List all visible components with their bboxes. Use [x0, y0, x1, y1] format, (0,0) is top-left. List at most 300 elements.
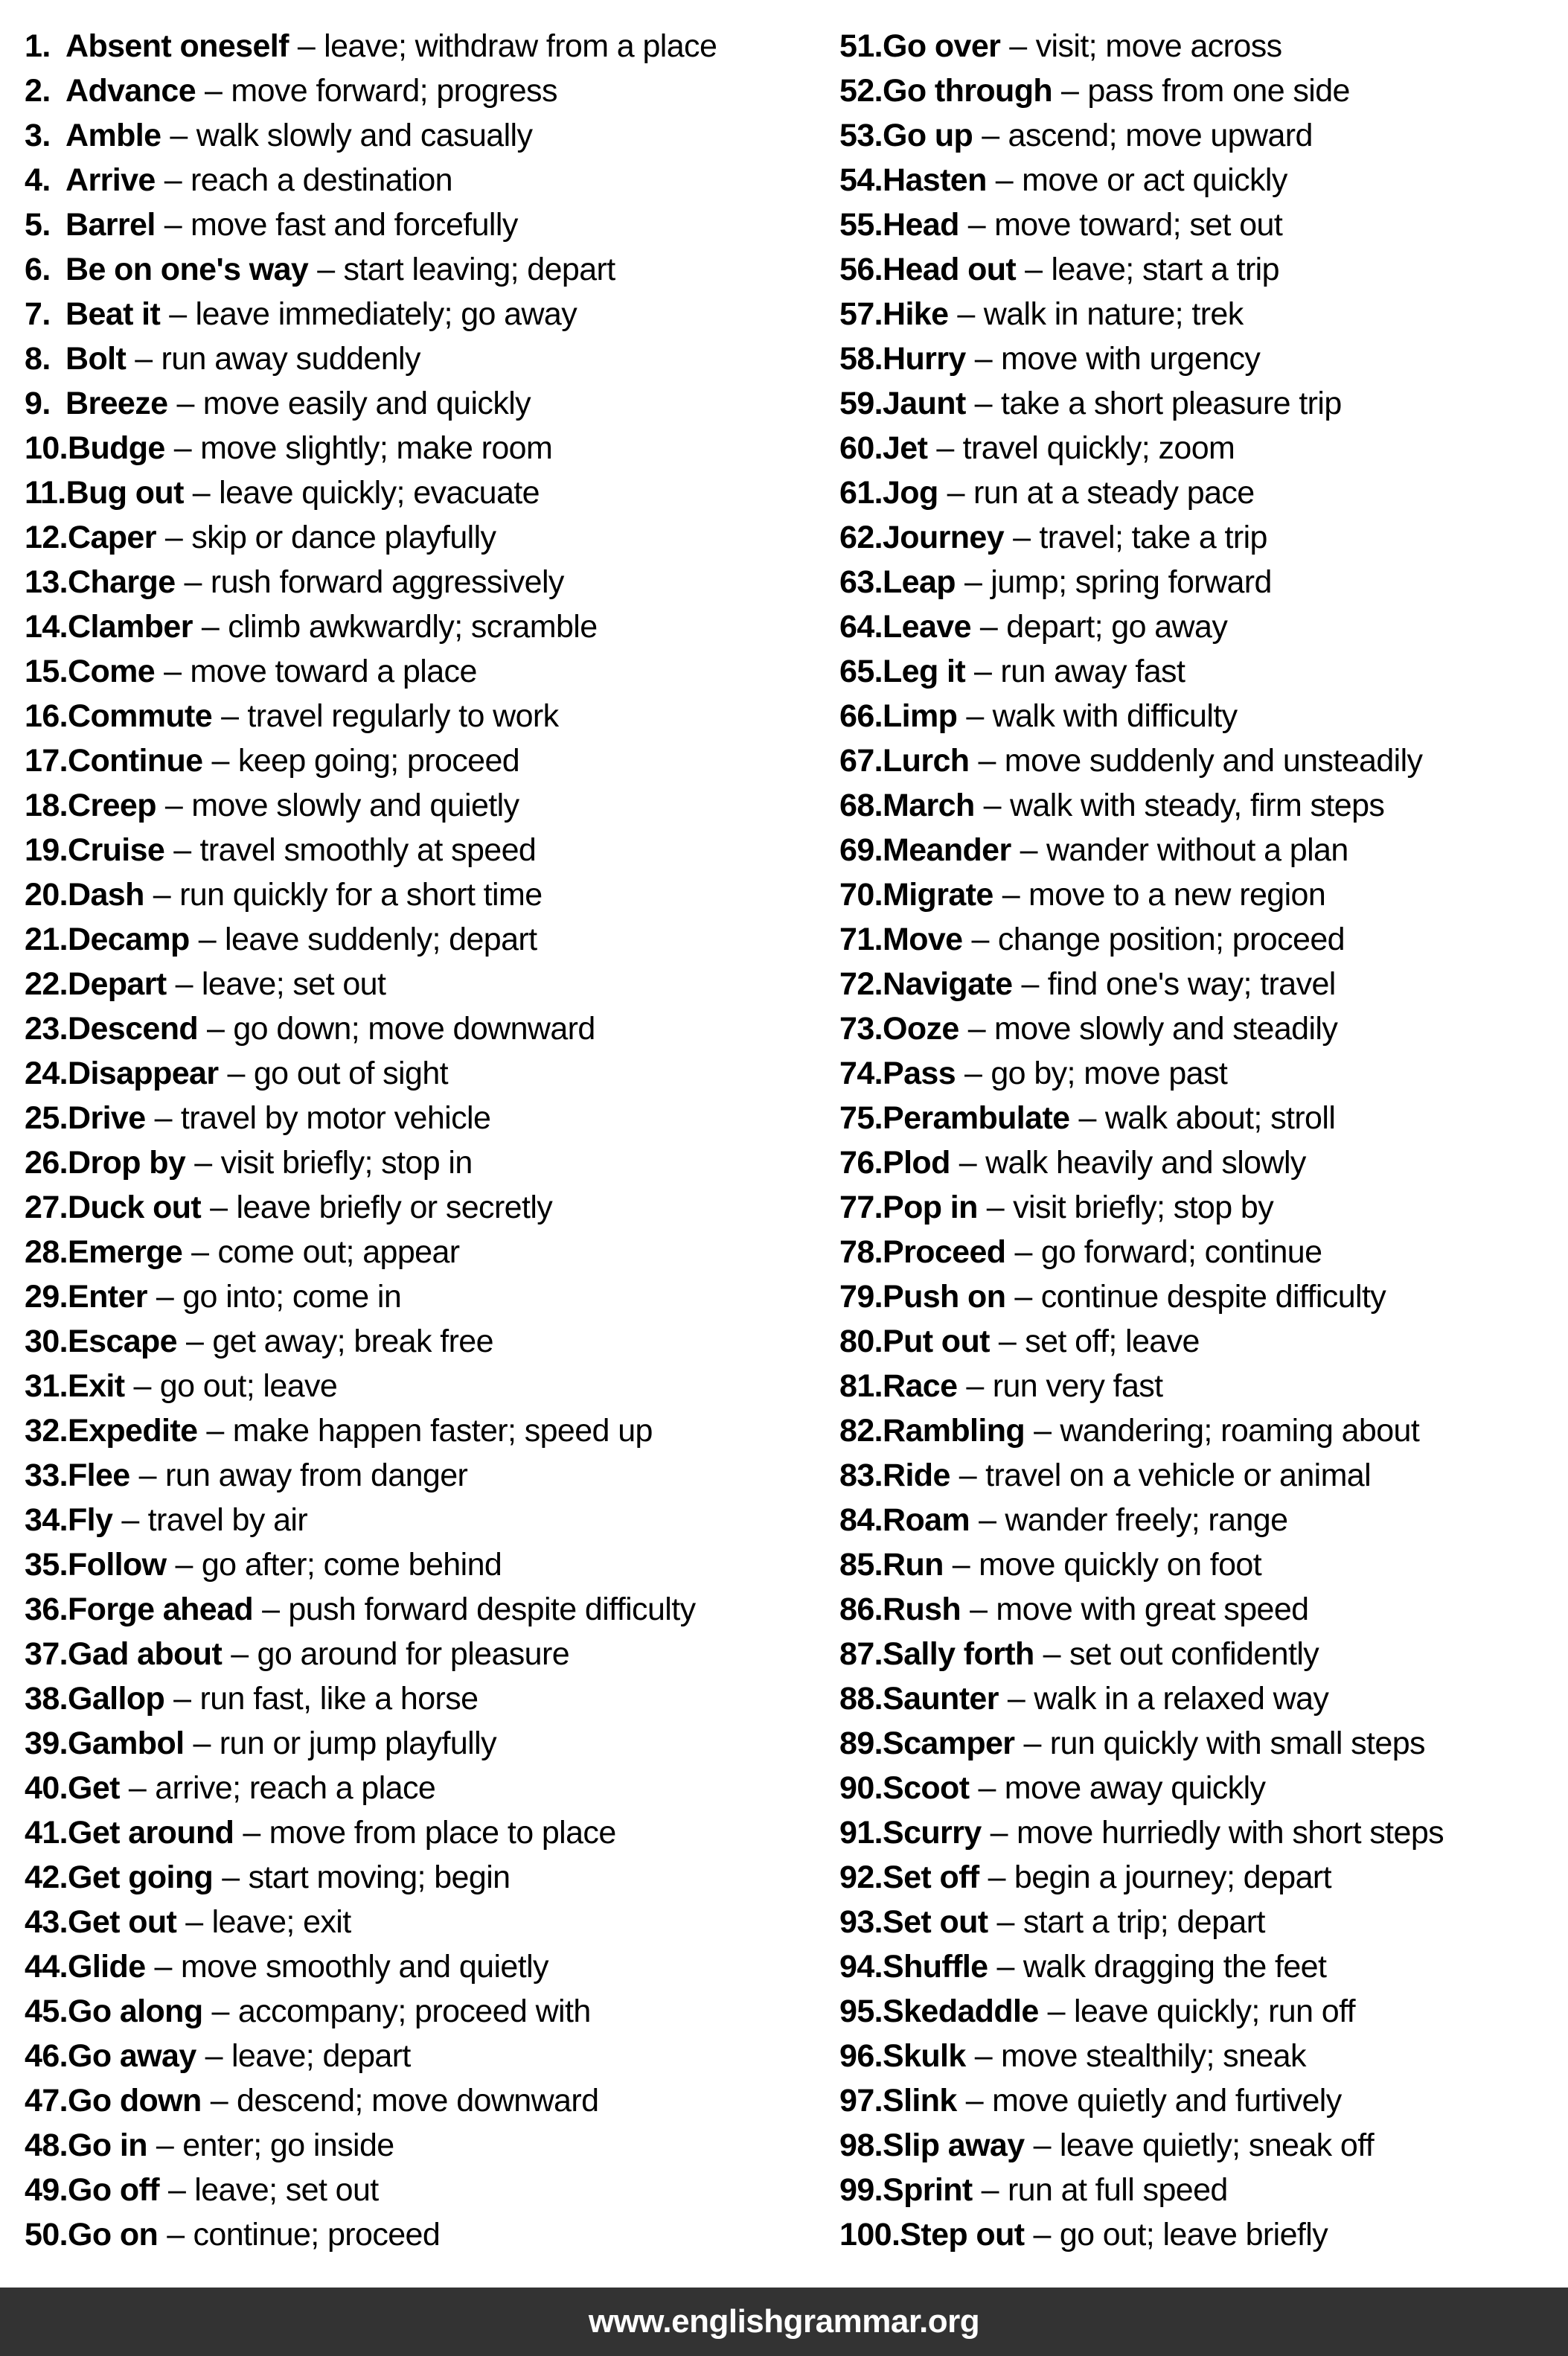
list-item — [25, 426, 825, 470]
list-item — [839, 2212, 1558, 2257]
item-separator: – — [164, 654, 182, 689]
item-separator: – — [164, 520, 183, 555]
item-term: Shuffle — [882, 1949, 988, 1985]
item-definition: walk about; stroll — [1104, 1100, 1336, 1136]
item-number: 53. — [839, 118, 883, 153]
item-term: Saunter — [882, 1681, 999, 1717]
item-text — [68, 1274, 401, 1319]
item-separator: – — [169, 296, 187, 332]
item-number: 66. — [839, 698, 883, 734]
item-text — [65, 247, 615, 292]
item-text — [883, 1453, 1371, 1498]
item-definition: walk dragging the feet — [1023, 1949, 1327, 1985]
item-number: 7. — [25, 296, 51, 332]
item-text — [68, 1900, 351, 1944]
item-number: 69. — [839, 832, 883, 868]
item-term: Leave — [882, 609, 971, 645]
item-definition: go after; come behind — [201, 1547, 502, 1583]
item-number: 57. — [839, 296, 883, 332]
item-separator: – — [156, 1279, 174, 1315]
list-item — [839, 1542, 1558, 1587]
item-term: Exit — [67, 1368, 125, 1404]
item-number: 31. — [25, 1368, 68, 1404]
list-item — [25, 1408, 825, 1453]
item-term: Emerge — [67, 1234, 183, 1270]
item-term: Drive — [67, 1100, 146, 1136]
item-text — [883, 2034, 1306, 2078]
item-text — [68, 917, 537, 962]
item-number: 6. — [25, 252, 51, 287]
item-separator: – — [1047, 1993, 1065, 2029]
item-text — [68, 783, 519, 828]
item-term: Commute — [67, 698, 213, 734]
list-item — [839, 2078, 1558, 2123]
item-definition: move forward; progress — [231, 73, 557, 109]
item-number: 59. — [839, 386, 883, 421]
list-item — [25, 560, 825, 604]
item-definition: set off; leave — [1025, 1324, 1200, 1359]
item-definition: go into; come in — [182, 1279, 402, 1315]
item-text — [883, 2078, 1342, 2123]
item-definition: take a short pleasure trip — [1001, 386, 1342, 421]
item-text — [883, 2168, 1228, 2212]
item-definition: walk with steady, firm steps — [1009, 788, 1385, 823]
list-item — [839, 292, 1558, 336]
item-number: 95. — [839, 1993, 883, 2029]
item-text — [883, 1542, 1261, 1587]
list-item — [25, 1364, 825, 1408]
item-text — [68, 1944, 548, 1989]
list-item — [25, 1453, 825, 1498]
item-term: Creep — [67, 788, 156, 823]
item-text — [883, 1185, 1273, 1230]
item-definition: skip or dance playfully — [191, 520, 496, 555]
item-text — [883, 1274, 1386, 1319]
list-item — [25, 1230, 825, 1274]
item-text — [883, 247, 1279, 292]
item-term: Skedaddle — [882, 1993, 1039, 2029]
item-term: Race — [882, 1368, 958, 1404]
item-definition: move from place to place — [269, 1815, 616, 1851]
item-number: 81. — [839, 1368, 883, 1404]
item-number: 18. — [25, 788, 68, 823]
item-text — [65, 68, 557, 113]
list-item — [839, 1319, 1558, 1364]
item-definition: move toward a place — [190, 654, 477, 689]
item-number: 45. — [25, 1993, 68, 2029]
item-number: 27. — [25, 1190, 68, 1225]
item-text — [68, 962, 385, 1006]
item-number: 42. — [25, 1859, 68, 1895]
item-number: 35. — [25, 1547, 68, 1583]
item-text — [68, 2034, 411, 2078]
item-number: 3. — [25, 118, 51, 153]
item-separator: – — [974, 341, 993, 377]
item-term: Flee — [67, 1458, 130, 1493]
list-item — [839, 2034, 1558, 2078]
item-definition: wandering; roaming about — [1060, 1413, 1420, 1449]
list-item — [839, 783, 1558, 828]
item-number: 22. — [25, 966, 68, 1002]
item-definition: move hurriedly with short steps — [1016, 1815, 1444, 1851]
item-number: 24. — [25, 1056, 68, 1091]
item-text — [68, 2078, 598, 2123]
item-number: 85. — [839, 1547, 883, 1583]
list-item — [839, 604, 1558, 649]
item-definition: visit briefly; stop in — [220, 1145, 473, 1181]
item-separator: – — [243, 1815, 260, 1851]
item-text — [68, 1319, 493, 1364]
item-term: Gallop — [67, 1681, 165, 1717]
item-text — [883, 1364, 1163, 1408]
list-item — [25, 24, 825, 68]
item-definition: move to a new region — [1028, 877, 1326, 913]
item-term: Scamper — [882, 1726, 1015, 1761]
list-item — [839, 1989, 1558, 2034]
item-separator: – — [964, 1056, 982, 1091]
item-number: 87. — [839, 1636, 883, 1672]
item-number: 86. — [839, 1592, 883, 1627]
item-term: Gad about — [67, 1636, 223, 1672]
item-term: Slink — [882, 2083, 957, 2119]
list-item — [25, 1096, 825, 1140]
list-item — [25, 1140, 825, 1185]
list-item — [839, 336, 1558, 381]
item-term: Hurry — [882, 341, 966, 377]
list-item — [839, 1006, 1558, 1051]
item-term: Continue — [67, 743, 203, 779]
item-separator: – — [210, 1190, 228, 1225]
item-text — [68, 1230, 460, 1274]
item-number: 58. — [839, 341, 883, 377]
list-item — [25, 1006, 825, 1051]
item-definition: travel; take a trip — [1039, 520, 1267, 555]
item-definition: enter; go inside — [182, 2127, 394, 2163]
item-term: Get — [67, 1770, 120, 1806]
item-separator: – — [154, 1949, 172, 1985]
item-number: 46. — [25, 2038, 68, 2074]
list-item — [839, 962, 1558, 1006]
list-item — [839, 1632, 1558, 1676]
item-separator: – — [952, 1547, 970, 1583]
list-item — [25, 649, 825, 694]
item-text — [883, 515, 1267, 560]
item-number: 49. — [25, 2172, 68, 2208]
list-item — [839, 426, 1558, 470]
item-term: Charge — [67, 564, 176, 600]
item-term: Jet — [882, 430, 928, 466]
list-item — [25, 1721, 825, 1766]
item-definition: move slowly and steadily — [994, 1011, 1338, 1047]
item-separator: – — [1033, 2127, 1051, 2163]
list-item — [25, 917, 825, 962]
item-separator: – — [210, 2083, 228, 2119]
item-separator: – — [185, 1904, 203, 1940]
list-item — [25, 515, 825, 560]
item-number: 32. — [25, 1413, 68, 1449]
item-text — [68, 2168, 379, 2212]
item-number: 92. — [839, 1859, 883, 1895]
item-term: Clamber — [67, 609, 193, 645]
list-item — [25, 1319, 825, 1364]
item-term: Leap — [882, 564, 956, 600]
item-term: Go through — [882, 73, 1053, 109]
item-number: 76. — [839, 1145, 883, 1181]
item-definition: run quickly with small steps — [1049, 1726, 1425, 1761]
item-separator: – — [186, 1324, 204, 1359]
item-term: Go along — [67, 1993, 203, 2029]
item-definition: find one's way; travel — [1047, 966, 1336, 1002]
item-separator: – — [1078, 1100, 1096, 1136]
list-item — [25, 68, 825, 113]
item-text — [68, 1498, 307, 1542]
item-text — [883, 649, 1185, 694]
list-item — [25, 1274, 825, 1319]
item-term: Caper — [67, 520, 156, 555]
item-separator: – — [1023, 1726, 1041, 1761]
item-text — [68, 1676, 479, 1721]
item-definition: move easily and quickly — [202, 386, 531, 421]
item-separator: – — [121, 1502, 139, 1538]
list-item — [25, 2212, 825, 2257]
item-text — [68, 1810, 616, 1855]
item-term: Sprint — [882, 2172, 973, 2208]
item-definition: change position; proceed — [997, 922, 1345, 957]
item-text — [883, 292, 1244, 336]
item-text — [883, 1006, 1337, 1051]
item-separator: – — [1020, 832, 1037, 868]
item-term: Absent oneself — [65, 28, 289, 64]
item-separator: – — [990, 1815, 1008, 1851]
item-text — [68, 2212, 440, 2257]
item-separator: – — [998, 1324, 1017, 1359]
item-term: Beat it — [65, 296, 161, 332]
item-number: 11. — [25, 475, 66, 511]
item-definition: climb awkwardly; scramble — [228, 609, 598, 645]
item-number: 17. — [25, 743, 68, 779]
item-text — [883, 336, 1260, 381]
item-text — [883, 1900, 1265, 1944]
item-term: Go on — [67, 2217, 159, 2253]
list-item — [839, 1498, 1558, 1542]
item-term: Jog — [882, 475, 938, 511]
item-separator: – — [164, 788, 183, 823]
list-item — [839, 1140, 1558, 1185]
item-definition: leave; depart — [231, 2038, 411, 2074]
item-number: 2. — [25, 73, 51, 109]
item-term: Rush — [882, 1592, 961, 1627]
item-separator: – — [153, 877, 171, 913]
item-number: 75. — [839, 1100, 883, 1136]
item-text — [883, 694, 1238, 738]
item-definition: wander freely; range — [1005, 1502, 1288, 1538]
item-text — [68, 1721, 496, 1766]
item-text — [883, 1140, 1306, 1185]
item-separator: – — [966, 1368, 984, 1404]
item-number: 96. — [839, 2038, 883, 2074]
list-item — [25, 1498, 825, 1542]
list-item — [25, 1587, 825, 1632]
item-separator: – — [170, 118, 188, 153]
item-definition: leave briefly or secretly — [236, 1190, 553, 1225]
item-separator: – — [297, 28, 316, 64]
item-term: Go in — [67, 2127, 147, 2163]
item-definition: walk heavily and slowly — [985, 1145, 1306, 1181]
item-separator: – — [211, 1993, 229, 2029]
list-item — [839, 1453, 1558, 1498]
item-number: 5. — [25, 207, 51, 243]
item-separator: – — [974, 654, 992, 689]
item-definition: leave; start a trip — [1051, 252, 1279, 287]
item-term: Skulk — [882, 2038, 966, 2074]
item-term: Drop by — [67, 1145, 186, 1181]
item-definition: visit briefly; stop by — [1013, 1190, 1274, 1225]
list-item — [839, 2168, 1558, 2212]
item-text — [883, 962, 1336, 1006]
item-term: Disappear — [67, 1056, 219, 1091]
item-text — [68, 1006, 595, 1051]
item-definition: run very fast — [992, 1368, 1163, 1404]
list-item — [25, 783, 825, 828]
item-text — [68, 1364, 337, 1408]
item-definition: descend; move downward — [237, 2083, 599, 2119]
item-number: 60. — [839, 430, 883, 466]
item-definition: go down; move downward — [233, 1011, 595, 1047]
item-definition: start moving; begin — [248, 1859, 511, 1895]
list-item — [839, 1230, 1558, 1274]
item-definition: go by; move past — [991, 1056, 1228, 1091]
list-item — [839, 1676, 1558, 1721]
item-definition: go around for pleasure — [257, 1636, 570, 1672]
item-number: 19. — [25, 832, 68, 868]
list-item — [839, 1096, 1558, 1140]
item-number: 47. — [25, 2083, 68, 2119]
item-term: Depart — [67, 966, 167, 1002]
item-term: Pop in — [882, 1190, 978, 1225]
item-text — [883, 872, 1325, 917]
item-number: 88. — [839, 1681, 883, 1717]
item-text — [65, 336, 420, 381]
list-item — [839, 24, 1558, 68]
item-number: 25. — [25, 1100, 68, 1136]
item-separator: – — [206, 1413, 224, 1449]
item-definition: set out confidently — [1069, 1636, 1319, 1672]
item-text — [883, 1408, 1419, 1453]
item-definition: continue despite difficulty — [1040, 1279, 1386, 1315]
list-item — [25, 336, 825, 381]
item-separator: – — [205, 73, 223, 109]
item-definition: run away fast — [1000, 654, 1185, 689]
item-definition: reach a destination — [191, 162, 452, 198]
list-item — [25, 1051, 825, 1096]
list-item — [25, 158, 825, 202]
item-number: 83. — [839, 1458, 883, 1493]
item-separator: – — [974, 386, 992, 421]
item-separator: – — [1002, 877, 1020, 913]
item-term: Scurry — [882, 1815, 982, 1851]
item-definition: move quickly on foot — [979, 1547, 1262, 1583]
column-right — [839, 24, 1558, 2257]
item-term: Decamp — [67, 922, 190, 957]
item-text — [68, 2123, 394, 2168]
item-separator: – — [193, 1726, 211, 1761]
item-definition: run at a steady pace — [973, 475, 1255, 511]
item-term: Set off — [882, 1859, 979, 1895]
item-separator: – — [128, 1770, 147, 1806]
item-text — [883, 1587, 1308, 1632]
item-separator: – — [996, 1904, 1014, 1940]
item-number: 10. — [25, 430, 68, 466]
item-text — [883, 828, 1348, 872]
list-item — [25, 1542, 825, 1587]
item-number: 40. — [25, 1770, 68, 1806]
item-number: 26. — [25, 1145, 68, 1181]
item-number: 90. — [839, 1770, 883, 1806]
item-separator: – — [173, 1681, 191, 1717]
item-separator: – — [1021, 966, 1039, 1002]
item-number: 51. — [839, 28, 883, 64]
item-separator: – — [970, 1592, 988, 1627]
item-text — [65, 113, 532, 158]
item-term: Navigate — [882, 966, 1013, 1002]
item-definition: visit; move across — [1035, 28, 1282, 64]
item-definition: arrive; reach a place — [155, 1770, 436, 1806]
item-separator: – — [231, 1636, 249, 1672]
item-definition: leave; exit — [211, 1904, 351, 1940]
item-term: Set out — [882, 1904, 988, 1940]
item-number: 13. — [25, 564, 68, 600]
item-term: Journey — [882, 520, 1005, 555]
item-term: Be on one's way — [65, 252, 309, 287]
item-definition: move suddenly and unsteadily — [1004, 743, 1423, 779]
item-text — [883, 1096, 1335, 1140]
item-number: 4. — [25, 162, 51, 198]
item-number: 20. — [25, 877, 68, 913]
item-separator: – — [211, 743, 229, 779]
item-separator: – — [167, 2172, 186, 2208]
item-text — [883, 1676, 1328, 1721]
item-text — [65, 24, 717, 68]
item-definition: move toward; set out — [994, 207, 1283, 243]
item-definition: run away suddenly — [161, 341, 420, 377]
list-item — [25, 604, 825, 649]
list-item — [839, 1900, 1558, 1944]
item-term: Gambol — [67, 1726, 185, 1761]
item-number: 67. — [839, 743, 883, 779]
item-separator: – — [205, 2038, 223, 2074]
item-text — [68, 694, 559, 738]
item-separator: – — [967, 1011, 986, 1047]
item-term: Put out — [882, 1324, 990, 1359]
item-term: Expedite — [67, 1413, 198, 1449]
item-number: 78. — [839, 1234, 883, 1270]
list-item — [25, 738, 825, 783]
item-text — [883, 426, 1235, 470]
item-term: Jaunt — [882, 386, 966, 421]
item-term: Bolt — [65, 341, 127, 377]
list-item — [839, 738, 1558, 783]
item-text — [68, 1587, 695, 1632]
item-term: Hasten — [882, 162, 987, 198]
footer-bar — [0, 2288, 1568, 2356]
item-number: 16. — [25, 698, 68, 734]
item-text — [883, 738, 1422, 783]
item-term: Amble — [65, 118, 161, 153]
item-definition: leave quietly; sneak off — [1059, 2127, 1375, 2163]
list-item — [839, 470, 1558, 515]
item-definition: come out; appear — [217, 1234, 460, 1270]
list-item — [25, 872, 825, 917]
